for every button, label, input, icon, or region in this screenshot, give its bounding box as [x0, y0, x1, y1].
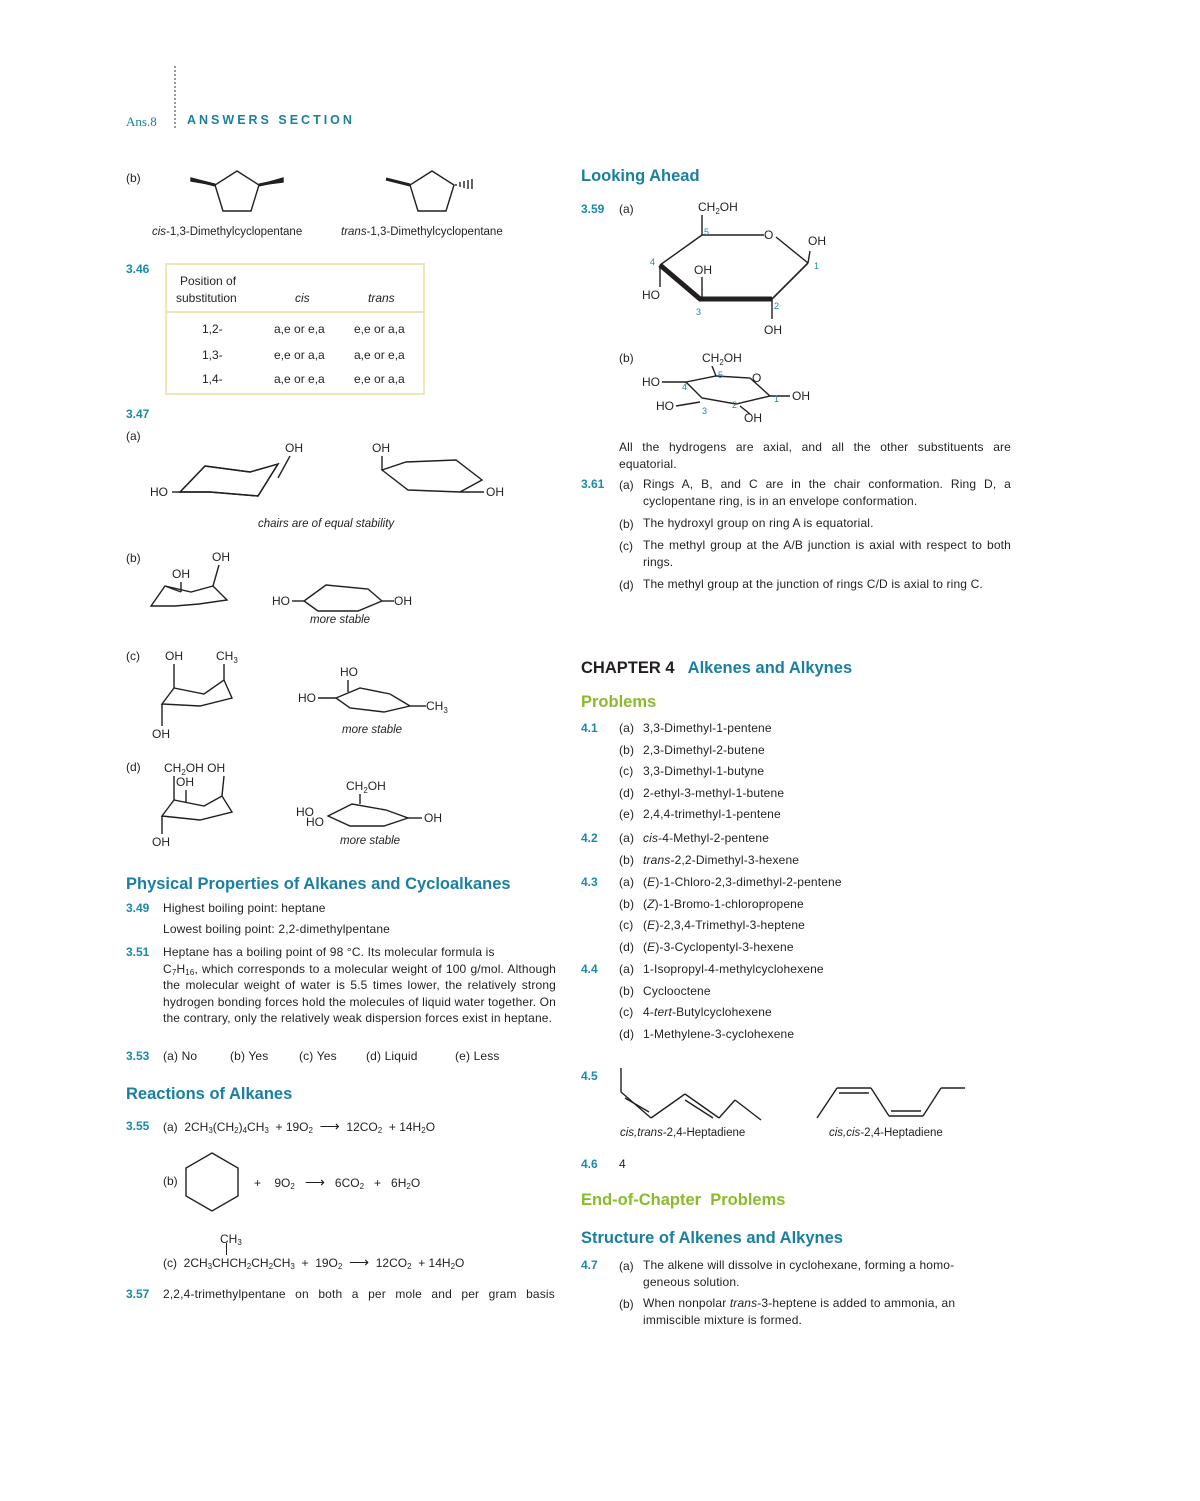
trans-caption: trans-1,3-Dimethylcyclopentane — [341, 226, 503, 238]
answer-3-53-d: (d) Liquid — [366, 1049, 418, 1063]
label-b: (b) — [126, 171, 141, 185]
table-row-2-pos: 1,3- — [202, 348, 223, 362]
label-3-59-a: (a) — [619, 202, 634, 216]
label-b2: (b) — [126, 551, 141, 565]
answer-3-61-c-label: (c) — [619, 539, 633, 553]
q-4-6: 4.6 — [581, 1157, 598, 1171]
answer-3-61-b: The hydroxyl group on ring A is equatorial. — [643, 516, 874, 530]
answer-4-7-b-label: (b) — [619, 1297, 634, 1311]
svg-text:OH: OH — [172, 567, 190, 581]
svg-text:OH: OH — [152, 835, 170, 849]
list-item: (e) 2,4,4-trimethyl-1-pentene — [619, 807, 781, 822]
answer-3-61-a: Rings A, B, and C are in the chair conformation. Ring D, a cyclopentane ring, is in an envelope conformation. — [643, 477, 1011, 508]
heading-end-of-chapter: End-of-Chapter Problems — [581, 1191, 786, 1209]
svg-text:HO: HO — [642, 288, 660, 302]
svg-text:OH: OH — [744, 411, 762, 425]
list-item: (c) 4- tert -Butylcyclohexene — [619, 1005, 772, 1020]
svg-text:OH: OH — [694, 263, 712, 277]
svg-text:HO: HO — [272, 594, 290, 608]
equation-3-55-b: + $9O_2$ ⟶ $6CO_2 + 6H_2O$ — [254, 1174, 421, 1191]
equation-3-55-c-ch3: $CH_3$ — [220, 1232, 242, 1247]
q-3-57: 3.57 — [126, 1287, 150, 1301]
svg-text:OH: OH — [372, 441, 390, 455]
more-stable-caption-d: more stable — [340, 835, 401, 847]
heading-looking-ahead: Looking Ahead — [581, 167, 700, 185]
q-4-1: 4.1 — [581, 721, 598, 735]
answer-4-2-list — [619, 830, 799, 873]
svg-text:4: 4 — [682, 382, 688, 392]
table-row-1-trans: e,e or a,a — [354, 322, 405, 336]
equal-stability-caption: chairs are of equal stability — [258, 518, 395, 530]
list-item: (b) Cyclooctene — [619, 983, 711, 998]
list-item: (b) trans -2,2-Dimethyl-3-hexene — [619, 852, 800, 867]
chair-a-left-structure — [150, 440, 303, 515]
list-item: (a) 3,3-Dimethyl-1-pentene — [619, 721, 772, 735]
q-4-3: 4.3 — [581, 875, 598, 889]
chapter-title: Alkenes and Alkynes — [687, 659, 853, 677]
table-header-trans: trans — [368, 291, 395, 305]
chapter-heading — [581, 659, 852, 678]
q-3-49: 3.49 — [126, 901, 150, 915]
svg-text:OH: OH — [764, 323, 782, 337]
q-3-46: 3.46 — [126, 262, 150, 276]
answer-3-53-c: (c) Yes — [299, 1049, 337, 1063]
heading-physical-properties: Physical Properties of Alkanes and Cycloalkanes — [126, 875, 511, 893]
heading-reactions-of-alkanes: Reactions of Alkanes — [126, 1085, 293, 1103]
chair-b-right-structure — [270, 575, 420, 615]
q-3-47: 3.47 — [126, 407, 150, 421]
cis-cis-heptadiene-structure — [815, 1082, 970, 1124]
list-item: (b) ( Z ) -1-Bromo-1-chloropropene — [619, 896, 804, 911]
answer-3-61-d: The methyl group at the junction of rings C/D is axial to ring C. — [643, 577, 983, 591]
more-stable-caption-b: more stable — [310, 614, 371, 626]
svg-text:1: 1 — [814, 261, 820, 271]
table-header-cis: cis — [295, 291, 310, 305]
svg-text:CH3: $CH_3$ — [426, 699, 448, 715]
answer-3-53-e: (e) Less — [455, 1049, 500, 1063]
answer-4-4-list — [619, 961, 824, 1047]
label-3-59-b: (b) — [619, 351, 634, 365]
svg-text:4: 4 — [650, 257, 656, 267]
equation-3-55-c: (c) $2CH_3CHCH_2CH_2CH_3 + 19O_2$ ⟶ $12CO_2 + 14H_2O$ — [163, 1254, 465, 1271]
list-item: (a) ( E ) -1-Chloro-2,3-dimethyl-2-pentene — [619, 875, 842, 889]
svg-text:HO: HO — [150, 485, 168, 499]
table-row-3-trans: e,e or a,a — [354, 372, 405, 386]
q-3-51: 3.51 — [126, 945, 150, 959]
chair-c-right-structure — [296, 662, 466, 717]
answer-3-61-a-label: (a) — [619, 478, 634, 492]
answer-3-51: Heptane has a boiling point of 98 °C. Its molecular formula is $C_7H_{16}$, which corresponds to a molecular weight of 100 g/mol. Although the molecular weight of water is 5.5 times lower, the relatively strong hydrogen bonding forces hold the molecules of liquid water together. On the contrary, only the relatively weak dispersion forces exist in heptane. — [163, 945, 556, 1025]
q-3-61: 3.61 — [581, 477, 605, 491]
list-item: (c) ( E ) -2,3,4-Trimethyl-3-heptene — [619, 918, 805, 933]
svg-text:OH: OH — [165, 649, 183, 663]
table-header-position: Position of — [180, 274, 237, 288]
answer-4-7-a-line1: The alkene will dissolve in cyclohexane, forming a homo- — [643, 1258, 955, 1272]
table-row-2-cis: e,e or a,a — [274, 348, 325, 362]
substitution-table — [165, 263, 425, 395]
chair-b-left-structure — [145, 548, 255, 610]
label-a: (a) — [126, 429, 141, 443]
answer-3-57: 2,2,4-trimethylpentane on both a per mole and per gram basis — [163, 1287, 555, 1301]
q-4-7: 4.7 — [581, 1258, 598, 1272]
q-3-59: 3.59 — [581, 202, 605, 216]
answer-4-7-b-line2: immiscible mixture is formed. — [643, 1313, 803, 1327]
chair-c-left-structure — [150, 646, 250, 746]
svg-text:CH2OH: $CH_2OH$ — [346, 779, 386, 795]
answer-3-61-d-label: (d) — [619, 578, 634, 592]
svg-text:3: 3 — [702, 406, 708, 416]
table-row-2-trans: a,e or e,a — [354, 348, 405, 362]
svg-text:1: 1 — [774, 394, 780, 404]
svg-text:OH: OH — [792, 389, 810, 403]
svg-text:HO: HO — [340, 665, 358, 679]
heading-problems: Problems — [581, 693, 657, 711]
svg-text:OH: OH — [394, 594, 412, 608]
table-row-3-cis: a,e or e,a — [274, 372, 325, 386]
svg-text:2: 2 — [732, 400, 738, 410]
svg-text:OH: OH — [212, 550, 230, 564]
svg-text:CH3: $CH_3$ — [216, 649, 238, 665]
answer-3-53-a: (a) No — [163, 1049, 198, 1063]
table-header-substitution: substitution — [176, 291, 237, 305]
answer-4-7-b-line1: When nonpolar trans-3-heptene is added to ammonia, an — [643, 1296, 956, 1310]
q-4-4: 4.4 — [581, 962, 598, 976]
answer-3-61-c: The methyl group at the A/B junction is axial with respect to both rings. — [643, 538, 1011, 569]
svg-text:O: O — [752, 371, 762, 385]
table-row-1-pos: 1,2- — [202, 322, 223, 336]
answer-3-59-note: All the hydrogens are axial, and all the other substituents are equatorial. — [619, 440, 1011, 471]
answer-3-53-b: (b) Yes — [230, 1049, 269, 1063]
cyclohexane-structure — [180, 1150, 244, 1214]
answer-3-61-b-label: (b) — [619, 517, 634, 531]
svg-text:5: 5 — [718, 370, 724, 380]
equation-3-55-b-label: (b) — [163, 1174, 178, 1188]
trans-dimethylcyclopentane-structure — [380, 165, 490, 225]
list-item: (d) 2-ethyl-3-methyl-1-butene — [619, 785, 785, 800]
svg-text:CH2OH: $CH_2OH$ — [698, 200, 738, 216]
svg-text:HO: HO — [298, 691, 316, 705]
answer-4-6: 4 — [619, 1157, 626, 1171]
svg-text:OH: OH — [176, 775, 194, 789]
label-d: (d) — [126, 760, 141, 774]
svg-text:HO: HO — [296, 805, 314, 819]
svg-text:3: 3 — [696, 307, 702, 317]
glucose-chair-structure — [640, 348, 830, 428]
q-3-53: 3.53 — [126, 1049, 150, 1063]
more-stable-caption-c: more stable — [342, 724, 403, 736]
svg-text:OH: OH — [808, 234, 826, 248]
svg-text:OH: OH — [424, 811, 442, 825]
list-item: (a) cis -4-Methyl-2-pentene — [619, 831, 770, 845]
list-item: (c) 3,3-Dimethyl-1-butyne — [619, 764, 765, 779]
svg-text:HO: HO — [642, 375, 660, 389]
answer-4-7-a-label: (a) — [619, 1259, 634, 1273]
cis-dimethylcyclopentane-structure — [185, 165, 295, 225]
answer-4-3-list — [619, 874, 842, 960]
cis-trans-heptadiene-structure — [615, 1066, 765, 1124]
svg-text:OH: OH — [152, 727, 170, 741]
cis-trans-heptadiene-caption: cis,trans-2,4-Heptadiene — [620, 1127, 746, 1139]
q-4-2: 4.2 — [581, 831, 598, 845]
table-row-3-pos: 1,4- — [202, 372, 223, 386]
chair-a-right-structure — [370, 440, 520, 515]
equation-3-55-a: (a) $2CH_3(CH_2)_4CH_3 + 19O_2$ ⟶ $12CO_2 + 14H_2O$ — [163, 1118, 436, 1135]
chapter-label: CHAPTER 4 — [581, 659, 675, 677]
cis-cis-heptadiene-caption: cis,cis-2,4-Heptadiene — [829, 1127, 943, 1139]
table-row-1-cis: a,e or e,a — [274, 322, 325, 336]
label-c: (c) — [126, 649, 140, 663]
section-header: ANSWERS SECTION — [187, 113, 355, 127]
list-item: (d) 1-Methylene-3-cyclohexene — [619, 1026, 795, 1041]
answer-3-49-line2: Lowest boiling point: 2,2-dimethylpentane — [163, 922, 390, 936]
list-item: (b) 2,3-Dimethyl-2-butene — [619, 742, 765, 757]
svg-text:2: 2 — [774, 301, 780, 311]
svg-text:CH2OH OH: $CH_2OH$ OH — [164, 761, 226, 777]
q-3-55: 3.55 — [126, 1119, 150, 1133]
glucose-haworth-structure — [640, 195, 840, 345]
list-item: (a) 1-Isopropyl-4-methylcyclohexene — [619, 962, 824, 976]
svg-text:HO: HO — [306, 815, 324, 829]
page-label: Ans.8 — [126, 114, 157, 129]
chair-d-left-structure — [150, 758, 250, 858]
svg-text:OH: OH — [285, 441, 303, 455]
svg-text:O: O — [764, 228, 774, 242]
answer-3-49-line1: Highest boiling point: heptane — [163, 901, 326, 915]
chair-d-right-structure — [294, 776, 464, 836]
heading-structure-alkenes-alkynes: Structure of Alkenes and Alkynes — [581, 1229, 843, 1247]
svg-text:CH2OH: $CH_2OH$ — [702, 351, 742, 367]
q-4-5: 4.5 — [581, 1069, 598, 1083]
svg-text:HO: HO — [656, 399, 674, 413]
list-item: (d) ( E ) -3-Cyclopentyl-3-hexene — [619, 939, 794, 954]
svg-text:OH: OH — [486, 485, 504, 499]
svg-text:5: 5 — [704, 227, 710, 237]
header-divider — [174, 66, 176, 128]
cis-caption: cis-1,3-Dimethylcyclopentane — [152, 226, 303, 238]
answer-4-7-a-line2: geneous solution. — [643, 1275, 740, 1289]
answer-4-1-list — [619, 720, 784, 828]
